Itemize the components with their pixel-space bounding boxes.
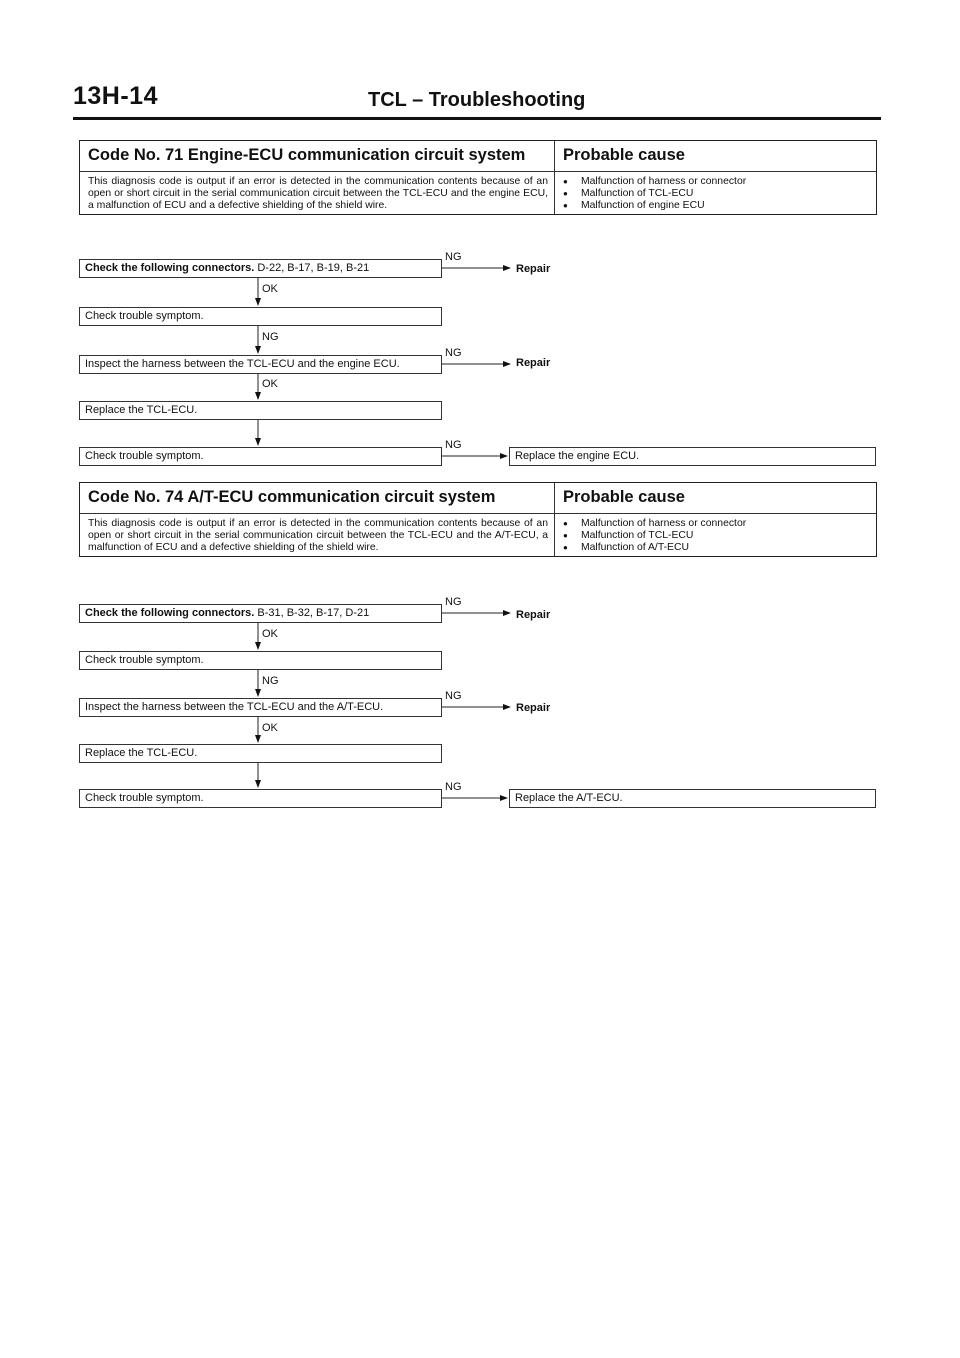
ng-label: NG [445, 439, 462, 451]
s71-step-replace-tcl: Replace the TCL-ECU. [79, 401, 442, 420]
code-71-cause-title: Probable cause [563, 146, 685, 164]
s74-step-check-symptom: Check trouble symptom. [79, 651, 442, 670]
step-connectors: B-31, B-32, B-17, D-21 [254, 607, 370, 619]
step-connectors: D-22, B-17, B-19, B-21 [254, 262, 370, 274]
code-71-title: Code No. 71 Engine-ECU communication circuit system [80, 141, 555, 171]
cause-item: ● Malfunction of harness or connector [563, 176, 876, 188]
s71-step-replace-engine-ecu: Replace the engine ECU. [509, 447, 876, 466]
ok-label: OK [262, 283, 278, 295]
ng-label: NG [445, 596, 462, 608]
cause-item: ● Malfunction of engine ECU [563, 200, 876, 212]
ok-label: OK [262, 628, 278, 640]
s71-step-check-symptom: Check trouble symptom. [79, 307, 442, 326]
ng-label: NG [262, 675, 279, 687]
cause-item: ● Malfunction of TCL-ECU [563, 530, 876, 542]
code-74-title: Code No. 74 A/T-ECU communication circuit system [80, 483, 555, 513]
code-74-cause-title: Probable cause [563, 488, 685, 506]
ng-label: NG [445, 347, 462, 359]
step-bold-label: Check the following connectors. [85, 262, 255, 274]
page-title: TCL – Troubleshooting [368, 89, 586, 111]
repair-label: Repair [516, 609, 551, 621]
page-number: 13H-14 [73, 82, 158, 110]
code-74-description: This diagnosis code is output if an error is detected in the communication contents because of an open or short circuit in the serial communication circuit between the TCL-ECU and the A/T-ECU, a malfunction of ECU and a defective shielding of the shield wire. [80, 514, 555, 556]
repair-label: Repair [516, 357, 551, 369]
ng-label: NG [445, 781, 462, 793]
ng-label: NG [445, 251, 462, 263]
cause-item: ● Malfunction of harness or connector [563, 518, 876, 530]
s74-step-replace-tcl: Replace the TCL-ECU. [79, 744, 442, 763]
ng-label: NG [445, 690, 462, 702]
s74-step-inspect-harness: Inspect the harness between the TCL-ECU and the A/T-ECU. [79, 698, 442, 717]
s74-step-replace-at-ecu: Replace the A/T-ECU. [509, 789, 876, 808]
step-bold-label: Check the following connectors. [85, 607, 255, 619]
cause-item: ● Malfunction of A/T-ECU [563, 542, 876, 554]
s71-step-inspect-harness: Inspect the harness between the TCL-ECU and the engine ECU. [79, 355, 442, 374]
s71-step-check-symptom-2: Check trouble symptom. [79, 447, 442, 466]
ng-label: NG [262, 331, 279, 343]
ok-label: OK [262, 722, 278, 734]
ok-label: OK [262, 378, 278, 390]
repair-label: Repair [516, 702, 551, 714]
s74-step-check-symptom-2: Check trouble symptom. [79, 789, 442, 808]
cause-item: ● Malfunction of TCL-ECU [563, 188, 876, 200]
repair-label: Repair [516, 263, 551, 275]
code-71-description: This diagnosis code is output if an error is detected in the communication contents because of an open or short circuit in the serial communication circuit between the TCL-ECU and the engine ECU, a malfunction of ECU and a defective shielding of the shield wire. [80, 172, 555, 214]
